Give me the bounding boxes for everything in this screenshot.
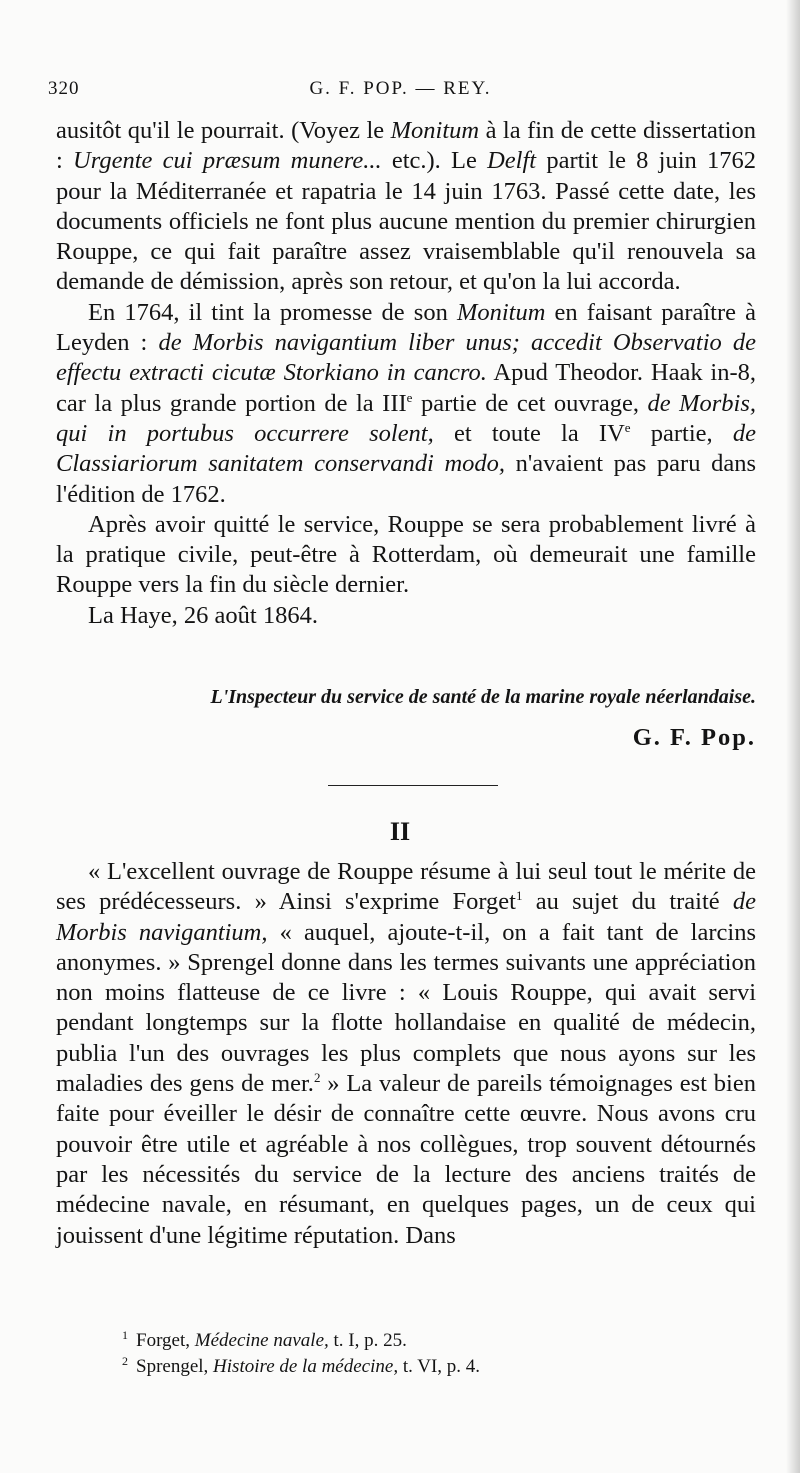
section-heading: II [389, 817, 411, 846]
signature-role: L'Inspecteur du service de santé de la marine royale néerlandaise. [210, 686, 756, 708]
body-text-block-1 [56, 116, 756, 631]
running-head-title: G. F. POP. — REY. [309, 78, 492, 99]
paragraph-monitum: En 1764, il tint la promesse de son Monitum en faisant paraître à Leyden : de Morbis navigantium liber unus; accedit Observatio de effectu extracti cicutæ Storkiano in cancro. Apud Theodor. Haak in-8, car la plus grande portion de la IIIe partie de cet ouvrage, de Morbis, qui in portubus occurrere solent, et toute la IVe partie, de Classiariorum sanitatem conservandi modo, n'avaient pas paru dans l'édition de 1762. [56, 298, 757, 508]
footnote-1: $^1$ Forget, Médecine navale, t. I, p. 25. [122, 1327, 407, 1351]
body-text-block-2 [56, 857, 756, 1251]
running-head [48, 78, 753, 104]
signature-name: G. F. Pop. [632, 724, 756, 751]
footnotes [90, 1328, 750, 1380]
footnote-2: $^2$ Sprengel, Histoire de la médecine, t. VI, p. 4. [122, 1353, 481, 1377]
paragraph-after-service: Après avoir quitté le service, Rouppe se sera probablement livré à la pratique civile, peut-être à Rotterdam, où demeurait une famille Rouppe vers la fin du siècle dernier. [56, 510, 756, 599]
paragraph-section-two: « L'excellent ouvrage de Rouppe résume à lui seul tout le mérite de ses prédécesseurs. » Ainsi s'exprime Forget$^1$ au sujet du traité de Morbis navigantium, « auquel, ajoute-t-il, on a fait tant de larcins anonymes. » Sprengel donne dans les termes suivants une appréciation non moins flatteuse de ce livre : « Louis Rouppe, qui avait servi pendant longtemps sur la flotte hollandaise en qualité de médecin, publia l'un des ouvrages les plus complets que nous ayons sur les maladies des gens de mer.$^2$ » La valeur de pareils témoignages est bien faite pour éveiller le désir de connaître cette œuvre. Nous avons cru pouvoir être utile et agréable à nos collègues, trop souvent détournés par les nécessités du service de la lecture des anciens traités de médecine navale, en résumant, en quelques pages, un de ceux qui jouissent d'une légitime réputation. Dans [56, 858, 756, 1249]
footnote-ref-1: 1 [516, 888, 523, 904]
dateline: La Haye, 26 août 1864. [88, 601, 318, 629]
page-number: 320 [48, 78, 80, 99]
section-separator [328, 785, 498, 786]
paragraph-continued: ausitôt qu'il le pourrait. (Voyez le Monitum à la fin de cette dissertation : Urgente cui præsum munere... etc.). Le Delft partit le 8 juin 1762 pour la Méditerranée et rapatria le 14 juin 1763. Passé cette date, les documents officiels ne font plus aucune mention du premier chirurgien Rouppe, ce qui fait paraître assez vraisemblable qu'il renouvela sa demande de démission, après son retour, et qu'on la lui accorda. [56, 117, 756, 296]
page-edge-shadow [786, 0, 800, 1473]
footnote-ref-2: 2 [313, 1069, 321, 1085]
